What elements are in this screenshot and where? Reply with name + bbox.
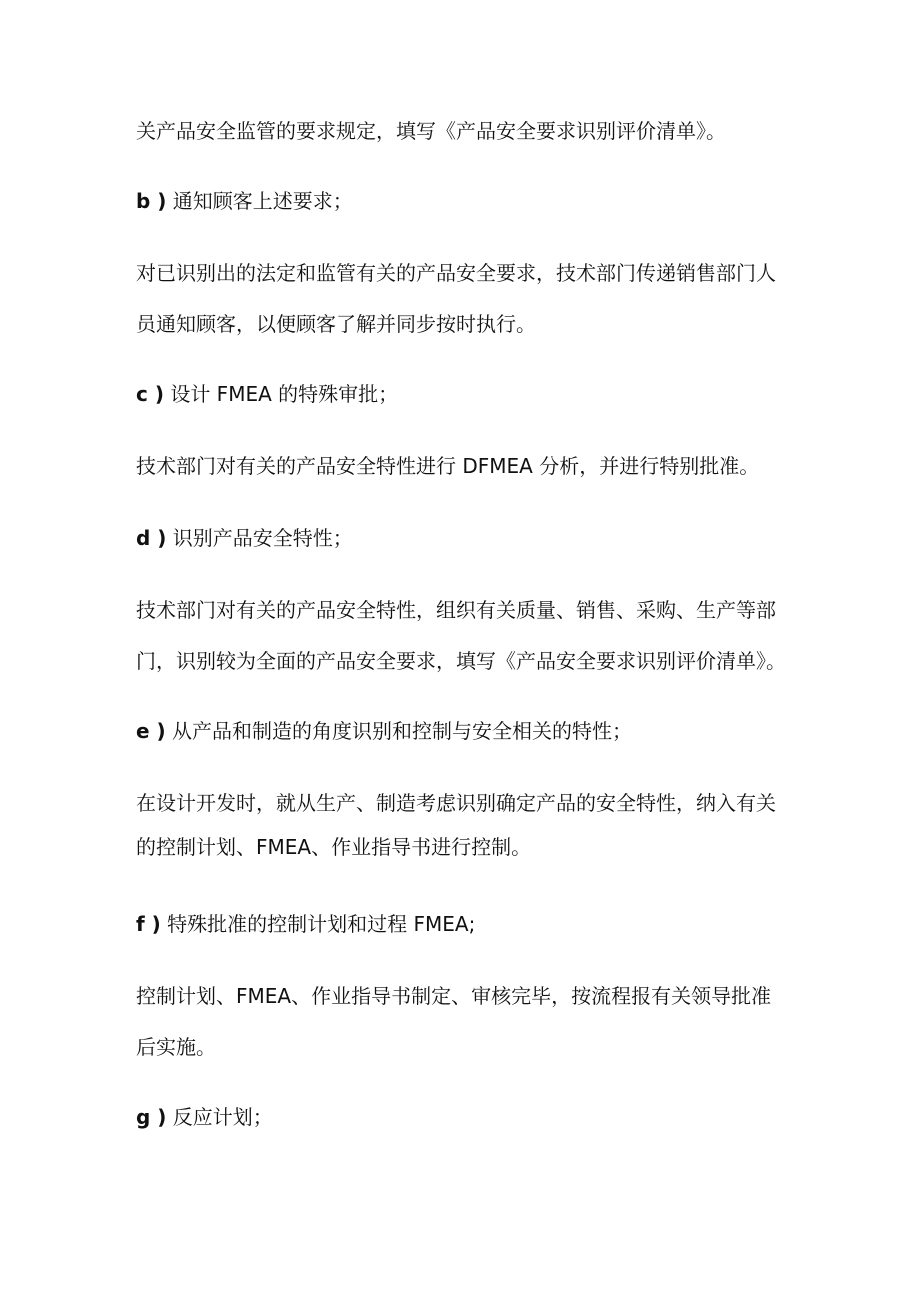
section-title: 识别产品安全特性； bbox=[172, 526, 353, 550]
section-label: c ) bbox=[136, 382, 164, 406]
section-title: 反应计划； bbox=[172, 1105, 273, 1129]
section-heading-f bbox=[136, 911, 826, 937]
section-title: 从产品和制造的角度识别和控制与安全相关的特性； bbox=[172, 719, 633, 743]
section-label: g ) bbox=[136, 1105, 167, 1129]
section-heading-g bbox=[136, 1104, 826, 1130]
paragraph-line: 的控制计划、FMEA、作业指导书进行控制。 bbox=[136, 835, 532, 859]
section-heading-c bbox=[136, 381, 826, 407]
section-label: d ) bbox=[136, 526, 167, 550]
paragraph-line: 对已识别出的法定和监管有关的产品安全要求，技术部门传递销售部门人 bbox=[136, 261, 776, 285]
section-title: 通知顾客上述要求； bbox=[172, 189, 353, 213]
section-label: b ) bbox=[136, 189, 167, 213]
paragraph-line: 控制计划、FMEA、作业指导书制定、审核完毕，按流程报有关领导批准 bbox=[136, 984, 772, 1008]
section-title: 特殊批准的控制计划和过程 FMEA; bbox=[167, 912, 476, 936]
paragraph-line: 门，识别较为全面的产品安全要求，填写《产品安全要求识别评价清单》。 bbox=[136, 649, 786, 673]
paragraph-line: 关产品安全监管的要求规定，填写《产品安全要求识别评价清单》。 bbox=[136, 119, 726, 143]
section-label: f ) bbox=[136, 912, 161, 936]
section-heading-e bbox=[136, 718, 826, 744]
paragraph-line: 在设计开发时，就从生产、制造考虑识别确定产品的安全特性，纳入有关 bbox=[136, 791, 776, 815]
paragraph-line: 员通知顾客，以便顾客了解并同步按时执行。 bbox=[136, 312, 536, 336]
section-title: 设计 FMEA 的特殊审批； bbox=[170, 382, 399, 406]
paragraph-line: 技术部门对有关的产品安全特性，组织有关质量、销售、采购、生产等部 bbox=[136, 598, 776, 622]
section-heading-b bbox=[136, 188, 826, 214]
section-heading-d bbox=[136, 525, 826, 551]
section-label: e ) bbox=[136, 719, 166, 743]
paragraph-line: 技术部门对有关的产品安全特性进行 DFMEA 分析，并进行特别批准。 bbox=[136, 454, 760, 478]
paragraph-line: 后实施。 bbox=[136, 1035, 216, 1059]
